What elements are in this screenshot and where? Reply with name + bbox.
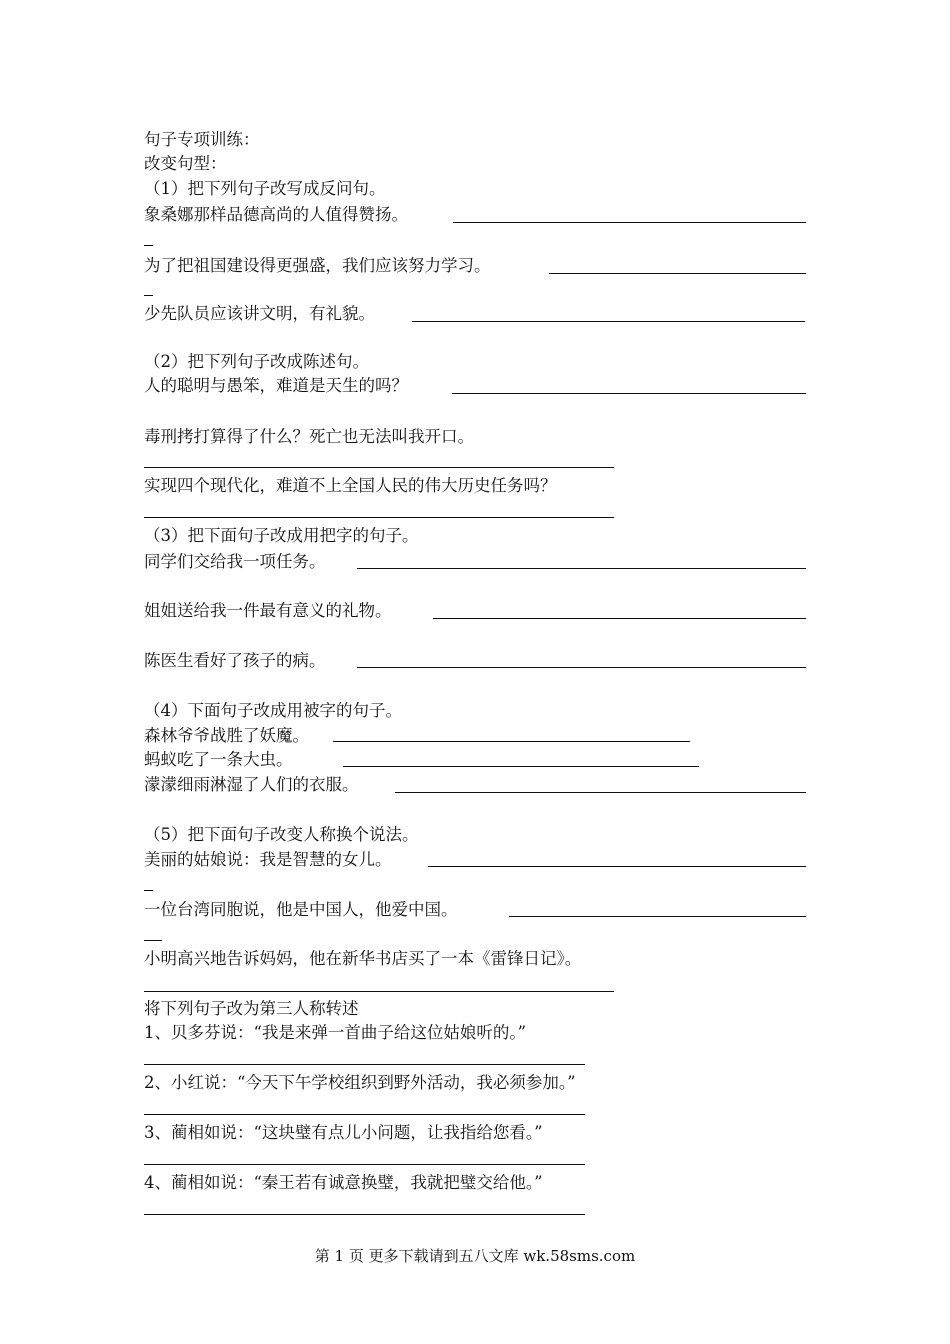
q4-item-2: 蚂蚁吃了一条大虫。 <box>144 750 293 769</box>
answer-line[interactable] <box>549 273 806 274</box>
q1-item-2: 为了把祖国建设得更强盛，我们应该努力学习。 <box>144 256 491 275</box>
q2-item-1: 人的聪明与愚笨，难道是天生的吗？ <box>144 376 408 395</box>
q3-item-1: 同学们交给我一项任务。 <box>144 552 326 571</box>
q4-item-3: 濛濛细雨淋湿了人们的衣服。 <box>144 775 359 794</box>
answer-line[interactable] <box>144 890 153 891</box>
third-person-item-3: 3、蔺相如说：“这块璧有点儿小问题，让我指给您看。” <box>144 1123 543 1142</box>
q5-item-1: 美丽的姑娘说：我是智慧的女儿。 <box>144 850 392 869</box>
q4-heading: （4）下面句子改成用被字的句子。 <box>144 701 402 720</box>
answer-line[interactable] <box>144 245 153 246</box>
q3-heading: （3）把下面句子改成用把字的句子。 <box>144 526 419 545</box>
answer-line[interactable] <box>144 991 614 992</box>
answer-line[interactable] <box>144 1114 585 1115</box>
q1-heading: （1）把下列句子改写成反问句。 <box>144 179 386 198</box>
answer-line[interactable] <box>357 568 806 569</box>
answer-line[interactable] <box>144 467 614 468</box>
q3-item-3: 陈医生看好了孩子的病。 <box>144 651 326 670</box>
answer-line[interactable] <box>144 295 153 296</box>
q5-item-2: 一位台湾同胞说，他是中国人，他爱中国。 <box>144 900 458 919</box>
answer-line[interactable] <box>395 792 806 793</box>
answer-line[interactable] <box>144 1214 585 1215</box>
third-person-item-2: 2、小红说：“今天下午学校组织到野外活动，我必须参加。” <box>144 1073 576 1092</box>
answer-line[interactable] <box>144 940 162 941</box>
page-footer: 第 1 页 更多下载请到五八文库 wk.58sms.com <box>314 1247 636 1265</box>
answer-line[interactable] <box>453 222 806 223</box>
q1-item-3: 少先队员应该讲文明，有礼貌。 <box>144 304 375 323</box>
answer-line[interactable] <box>333 741 690 742</box>
answer-line[interactable] <box>433 618 806 619</box>
answer-line[interactable] <box>144 1164 585 1165</box>
answer-line[interactable] <box>452 393 806 394</box>
third-person-heading: 将下列句子改为第三人称转述 <box>144 999 359 1018</box>
answer-line[interactable] <box>144 1064 585 1065</box>
answer-line[interactable] <box>428 866 806 867</box>
third-person-item-1: 1、贝多芬说：“我是来弹一首曲子给这位姑娘听的。” <box>144 1023 527 1042</box>
section-heading: 改变句型： <box>144 154 227 173</box>
answer-line[interactable] <box>509 916 806 917</box>
answer-line[interactable] <box>343 766 699 767</box>
q5-heading: （5）把下面句子改变人称换个说法。 <box>144 825 419 844</box>
q2-item-3: 实现四个现代化，难道不上全国人民的伟大历史任务吗？ <box>144 476 557 495</box>
q5-item-3: 小明高兴地告诉妈妈，他在新华书店买了一本《雷锋日记》。 <box>144 949 582 968</box>
page-title: 句子专项训练： <box>144 130 260 149</box>
q3-item-2: 姐姐送给我一件最有意义的礼物。 <box>144 601 392 620</box>
q4-item-1: 森林爷爷战胜了妖魔。 <box>144 726 309 745</box>
answer-line[interactable] <box>357 667 806 668</box>
q2-heading: （2）把下列句子改成陈述句。 <box>144 352 369 371</box>
answer-line[interactable] <box>144 517 614 518</box>
answer-line[interactable] <box>412 321 805 322</box>
third-person-item-4: 4、蔺相如说：“秦王若有诚意换璧，我就把璧交给他。” <box>144 1173 543 1192</box>
q2-item-2: 毒刑拷打算得了什么？死亡也无法叫我开口。 <box>144 427 474 446</box>
q1-item-1: 象桑娜那样品德高尚的人值得赞扬。 <box>144 205 408 224</box>
